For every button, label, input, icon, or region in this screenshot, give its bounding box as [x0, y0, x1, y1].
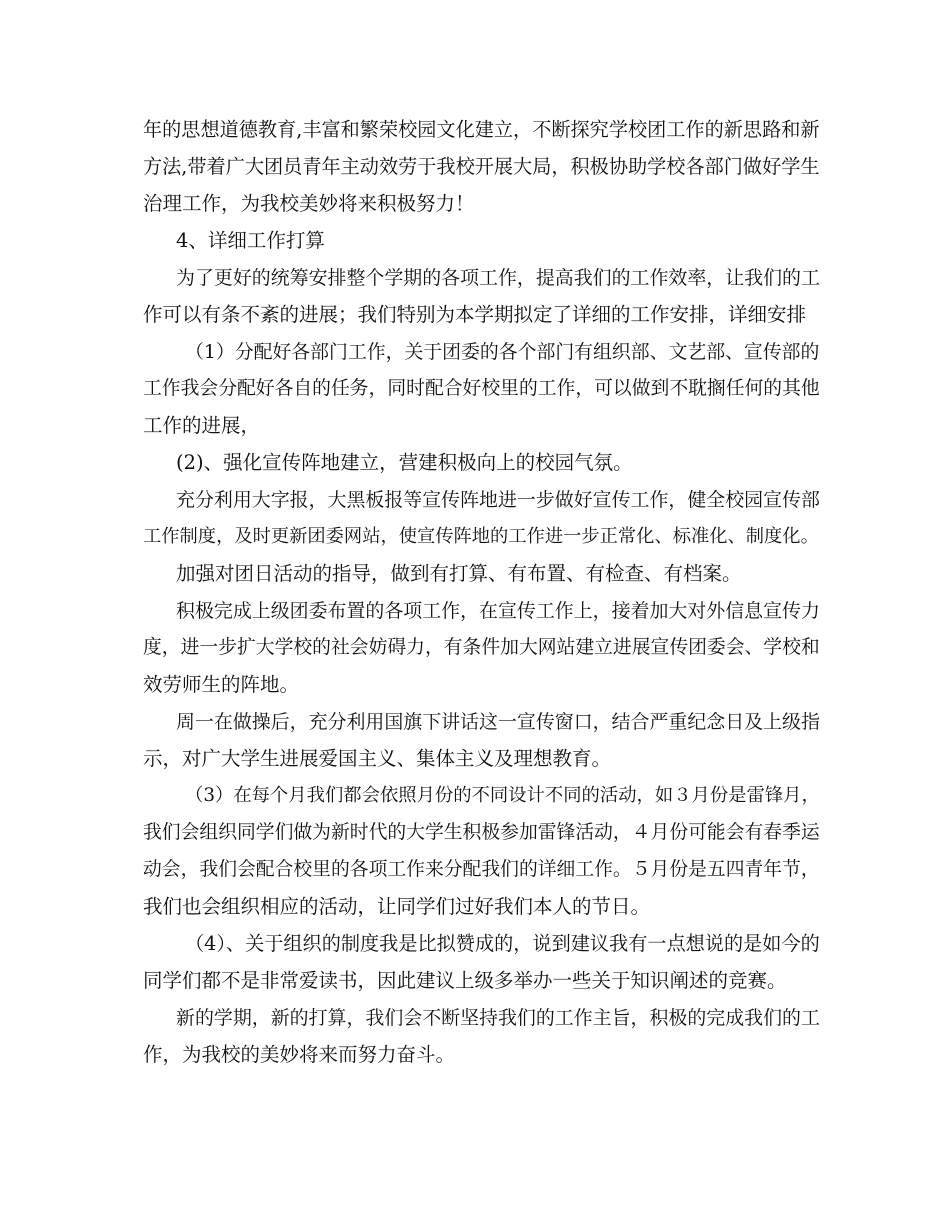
text-line: 加强对团日活动的指导，做到有打算、有布置、有检查、有档案。: [176, 562, 742, 585]
text-line: 我们会组织同学们做为新时代的大学生积极参加雷锋活动，４月份可能会有春季运: [143, 822, 820, 843]
text-line: （4）、关于组织的制度我是比拟赞成的，说到建议我有一点想说的是如今的: [185, 932, 820, 955]
text-line: 积极完成上级团委布置的各项工作，在宣传工作上，接着加大对外信息宣传力: [176, 600, 820, 622]
section-heading: 4、详细工作打算: [176, 229, 325, 252]
text-line: 动会，我们会配合校里的各项工作来分配我们的详细工作。５月份是五四青年节，: [143, 859, 820, 880]
text-line: 同学们都不是非常爱读书，因此建议上级多举办一些关于知识阐述的竞赛。: [143, 969, 787, 992]
text-line: 周一在做操后，充分利用国旗下讲话这一宣传窗口，结合严重纪念日及上级指: [176, 711, 820, 733]
text-line: 示，对广大学生进展爱国主义、集体主义及理想教育。: [143, 747, 612, 770]
text-line: 工作的进展，: [143, 414, 261, 437]
text-line: 作可以有条不紊的进展；我们特别为本学期拟定了详细的工作安排，详细安排: [143, 303, 807, 326]
text-line: 我们也会组织相应的活动，让同学们过好我们本人的节日。: [143, 895, 651, 918]
text-line: 度，进一步扩大学校的社会妨碍力，有条件加大网站建立进展宣传团委会、学校和: [143, 637, 820, 658]
text-line: 工作我会分配好各自的任务，同时配合好校里的工作，可以做到不耽搁任何的其他: [143, 378, 820, 399]
text-line: 方法,带着广大团员青年主动效劳于我校开展大局，积极协助学校各部门做好学生: [143, 155, 820, 178]
text-line: 充分利用大字报，大黑板报等宣传阵地进一步做好宣传工作，健全校园宣传部: [176, 489, 820, 511]
text-line: 新的学期，新的打算，我们会不断坚持我们的工作主旨，积极的完成我们的工: [176, 1007, 820, 1029]
text-line: (2)、强化宣传阵地建立，营建积极向上的校园气氛。: [176, 451, 633, 474]
text-line: 治理工作，为我校美妙将来积极努力！: [143, 192, 475, 215]
text-line: （3）在每个月我们都会依照月份的不同设计不同的活动，如３月份是雷锋月，: [185, 785, 820, 806]
text-line: 效劳师生的阵地。: [143, 673, 300, 696]
text-line: （1）分配好各部门工作，关于团委的各个部门有组织部、文艺部、宣传部的: [185, 341, 820, 363]
text-line: 为了更好的统筹安排整个学期的各项工作，提高我们的工作效率，让我们的工: [176, 267, 820, 289]
text-line: 年的思想道德教育,丰富和繁荣校园文化建立，不断探究学校团工作的新思路和新: [143, 118, 820, 141]
text-line: 作，为我校的美妙将来而努力奋斗。: [143, 1043, 456, 1066]
text-line: 工作制度，及时更新团委网站，使宣传阵地的工作进一步正常化、标准化、制度化。: [143, 526, 819, 547]
